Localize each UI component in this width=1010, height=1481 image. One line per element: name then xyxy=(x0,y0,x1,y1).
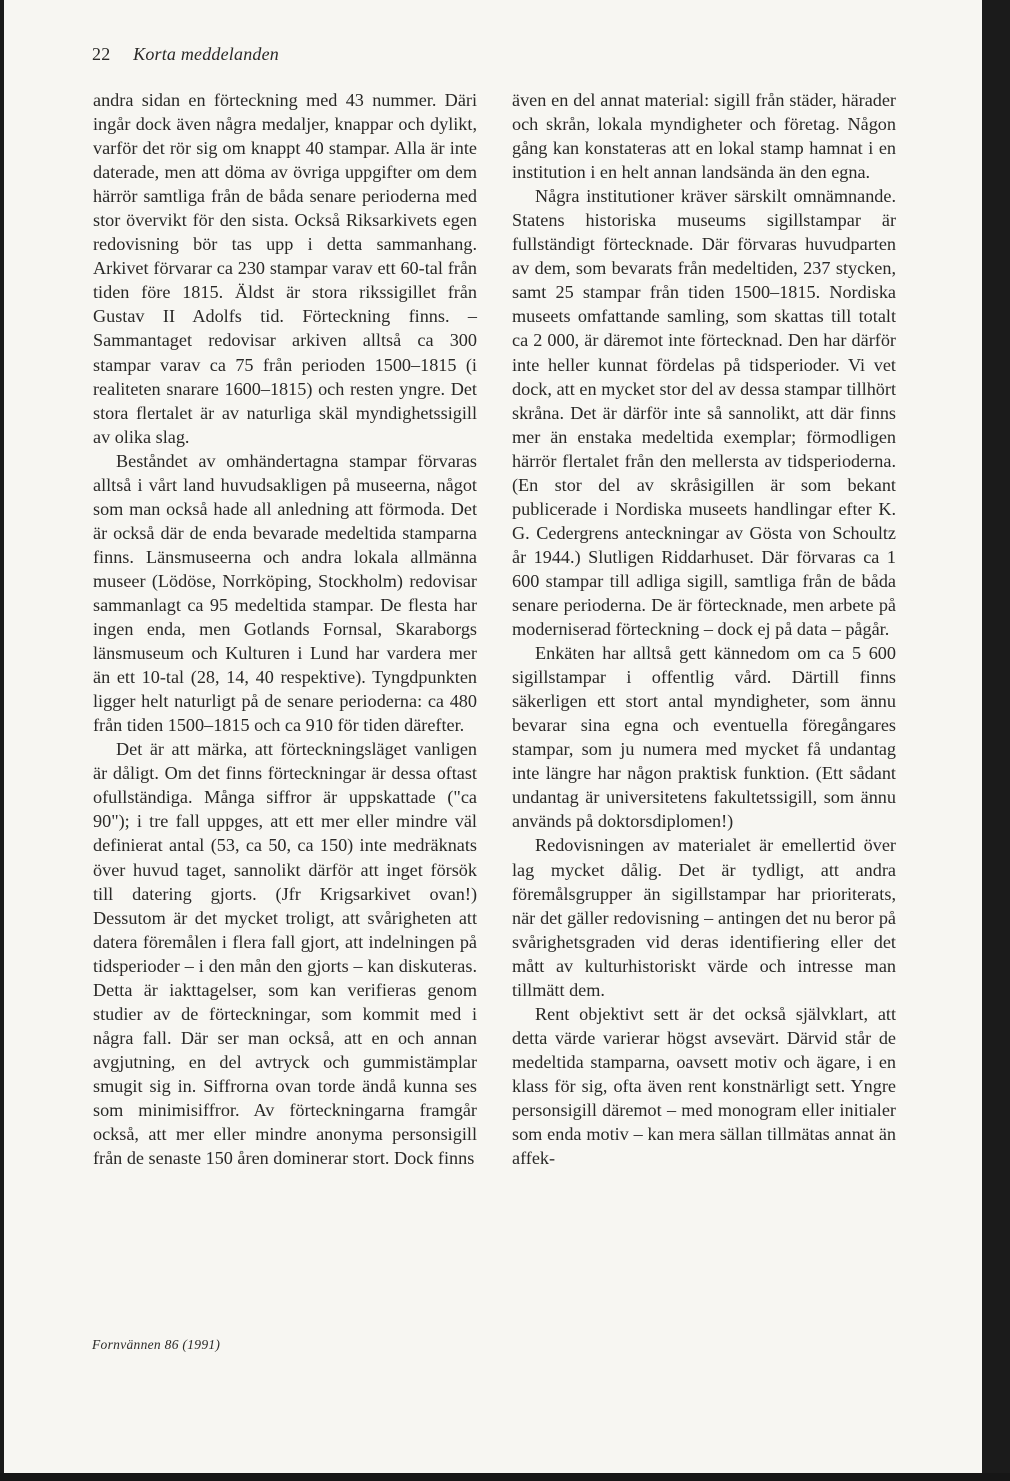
paragraph: Det är att märka, att förteckningsläget vanligen är dåligt. Om det finns förteckningar är dessa oftast ofullständiga. Många siffror är uppskattade ("ca 90"); i tre fall uppges, att ett mer eller mindre väl definierat antal (53, ca 50, ca 150) inte medräknats över huvud taget, sannolikt därför att inget försök till datering gjorts. (Jfr Krigsarkivet ovan!) Dessutom är det mycket troligt, att svårigheten att datera föremålen i flera fall gjort, att indelningen på tidsperioder – i den mån den gjorts – kan diskuteras. Detta är iakttagelser, som kan verifieras genom studier av de förteckningar, som kommit med i några fall. Där ser man också, att en och annan avgjutning, en del avtryck och gummistämplar smugit sig in. Siffrorna ovan torde ändå kunna ses som minimisiffror. Av förteckningarna framgår också, att mer eller mindre anonyma personsigill från de senaste 150 åren dominerar stort. Dock finns xyxy=(93,739,477,1169)
right-column xyxy=(512,88,896,1170)
journal-footer: Fornvännen 86 (1991) xyxy=(92,1337,221,1352)
scan-border-left xyxy=(0,0,4,1481)
paragraph: Redovisningen av materialet är emellertid över lag mycket dålig. Det är tydligt, att andra föremålsgrupper än sigillstampar har prioriterats, när det gäller redovisning – antingen det nu beror på svårighetsgraden vid deras identifiering eller det mått av kulturhistoriskt värde och intresse man tillmätt dem. xyxy=(512,835,896,1000)
paragraph: Beståndet av omhändertagna stampar förvaras alltså i vårt land huvudsakligen på museerna, något som man också hade all anledning att förmoda. Det är också där de enda bevarade medeltida stamparna finns. Länsmuseerna och andra lokala allmänna museer (Lödöse, Norrköping, Stockholm) redovisar sammanlagt ca 95 medeltida stampar. De flesta har ingen enda, men Gotlands Fornsal, Skaraborgs länsmuseum och Kulturen i Lund har vardera mer än ett 10-tal (28, 14, 40 respektive). Tyngdpunkten ligger helt naturligt på de senare perioderna: ca 480 från tiden 1500–1815 och ca 910 för tiden därefter. xyxy=(93,450,477,736)
paragraph: Enkäten har alltså gett kännedom om ca 5 600 sigillstampar i offentlig vård. Därtill finns säkerligen ett stort antal myndigheter, som ännu bevarar sina egna och eventuella föregångares stampar, som ju numera med mycket få undantag inte längre har någon praktisk funktion. (Ett sådant undantag är universitetens fakultetssigill, som ännu används på doktorsdiplomen!) xyxy=(512,643,896,832)
running-title: Korta meddelanden xyxy=(133,44,279,64)
scan-border-bottom xyxy=(0,1473,1010,1481)
scan-border-right xyxy=(982,0,1010,1481)
paragraph: även en del annat material: sigill från städer, härader och skrån, lokala myndigheter och företag. Någon gång kan konstateras att en lokal stamp hamnat i en institution i en helt annan landsända än den egna. xyxy=(512,90,896,183)
paragraph: Några institutioner kräver särskilt omnämnande. Statens historiska museums sigillstampar är fullständigt förtecknade. Där förvaras huvudparten av dem, som bevarats från medeltiden, 237 stycken, samt 25 stampar från tiden 1500–1815. Nordiska museets omfattande samling, som skattas till totalt ca 2 000, är däremot inte förtecknad. Den har därför inte heller kunnat fördelas på tidsperioder. Vi vet dock, att en mycket stor del av dessa stampar tillhört skråna. Det är därför inte så sannolikt, att där finns mer än enstaka medeltida exemplar; förmodligen härrör flertalet från den mellersta av tidsperioderna. (En stor del av skråsigillen är som bekant publicerade i Nordiska museets handlingar efter K. G. Cedergrens anteckningar av Gösta von Schoultz år 1944.) Slutligen Riddarhuset. Där förvaras ca 1 600 stampar till adliga sigill, samtliga från de båda senare perioderna. De är förtecknade, men arbete på moderniserad förteckning – dock ej på data – pågår. xyxy=(512,186,896,640)
running-header xyxy=(92,44,279,65)
paragraph: andra sidan en förteckning med 43 nummer. Däri ingår dock även några medaljer, knappar och dylikt, varför det rör sig om knappt 40 stampar. Alla är inte daterade, men att döma av övriga uppgifter om dem härrör samtliga från de båda senare perioderna med stor övervikt för den sista. Också Riksarkivets egen redovisning bör tas upp i detta sammanhang. Arkivet förvarar ca 230 stampar varav ett 60-tal från tiden före 1815. Äldst är stora rikssigillet från Gustav II Adolfs tid. Förteckning finns. – Sammantaget redovisar arkiven alltså ca 300 stampar varav ca 75 från perioden 1500–1815 (i realiteten snarare 1600–1815) och resten yngre. Det stora flertalet är av naturliga skäl myndighetssigill av olika slag. xyxy=(93,90,477,447)
left-column xyxy=(93,88,477,1170)
page-number: 22 xyxy=(92,44,111,64)
paragraph: Rent objektivt sett är det också självklart, att detta värde varierar högst avsevärt. Därvid står de medeltida stamparna, oavsett motiv och ägare, i en klass för sig, ofta även rent konstnärligt sett. Yngre personsigill däremot – med monogram eller initialer som enda motiv – kan mera sällan tillmätas annat än affek- xyxy=(512,1003,896,1169)
